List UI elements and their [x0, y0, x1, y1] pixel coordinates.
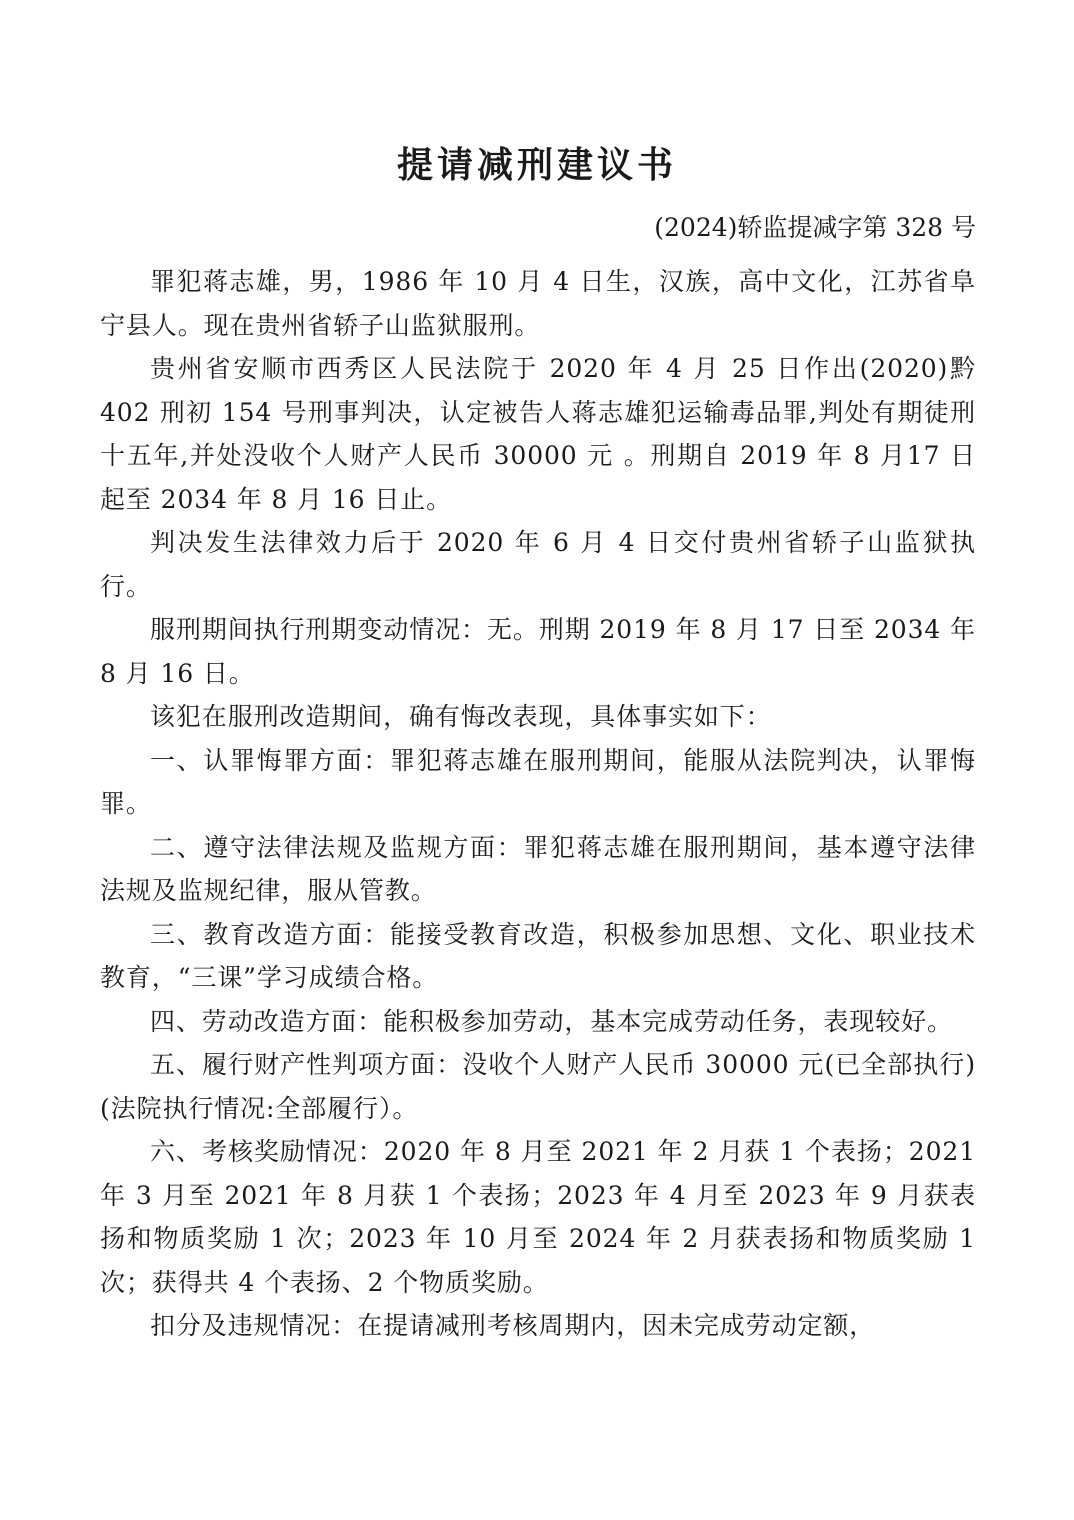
document-title: 提请减刑建议书	[396, 145, 677, 186]
document-body	[100, 260, 976, 1348]
paragraph-rewards: 六、考核奖励情况：2020 年 8 月至 2021 年 2 月获 1 个表扬；2021 年 3 月至 2021 年 8 月获 1 个表扬；2023 年 4 月至 2023 年 9 月获表扬和物质奖励 1 次；2023 年 10 月至 2024 年 2 月获表扬和物质奖励 1 次；获得共 4 个表扬、2 个物质奖励。	[100, 1137, 976, 1297]
paragraph-sentence-change: 服刑期间执行刑期变动情况：无。刑期 2019 年 8 月 17 日至 2034 年 8 月 16 日。	[100, 615, 976, 688]
paragraph-deductions: 扣分及违规情况：在提请减刑考核周期内，因未完成劳动定额，	[150, 1311, 876, 1340]
paragraph-criminal-info: 罪犯蒋志雄，男，1986 年 10 月 4 日生，汉族，高中文化，江苏省阜宁县人。现在贵州省轿子山监狱服刑。	[100, 267, 976, 340]
document-number: (2024)轿监提减字第 328 号	[654, 213, 976, 242]
paragraph-intro-facts: 该犯在服刑改造期间，确有悔改表现，具体事实如下：	[150, 702, 772, 731]
paragraph-education: 三、教育改造方面：能接受教育改造，积极参加思想、文化、职业技术教育，“三课”学习成绩合格。	[100, 919, 976, 992]
paragraph-judgment: 贵州省安顺市西秀区人民法院于 2020 年 4 月 25 日作出(2020)黔402 刑初 154 号刑事判决，认定被告人蒋志雄犯运输毒品罪,判处有期徒刑十五年,并处没收个人财产人民币 30000 元 。刑期自 2019 年 8 月17 日起至 2034 年 8 月 16 日止。	[100, 354, 976, 514]
paragraph-property: 五、履行财产性判项方面：没收个人财产人民币 30000 元(已全部执行)(法院执行情况:全部履行）。	[100, 1050, 976, 1123]
paragraph-delivery: 判决发生法律效力后于 2020 年 6 月 4 日交付贵州省轿子山监狱执行。	[100, 528, 976, 601]
paragraph-confession: 一、认罪悔罪方面：罪犯蒋志雄在服刑期间，能服从法院判决，认罪悔罪。	[100, 745, 976, 818]
paragraph-labor: 四、劳动改造方面：能积极参加劳动，基本完成劳动任务，表现较好。	[150, 1006, 953, 1036]
paragraph-discipline: 二、遵守法律法规及监规方面：罪犯蒋志雄在服刑期间，基本遵守法律法规及监规纪律，服从管教。	[100, 832, 976, 905]
